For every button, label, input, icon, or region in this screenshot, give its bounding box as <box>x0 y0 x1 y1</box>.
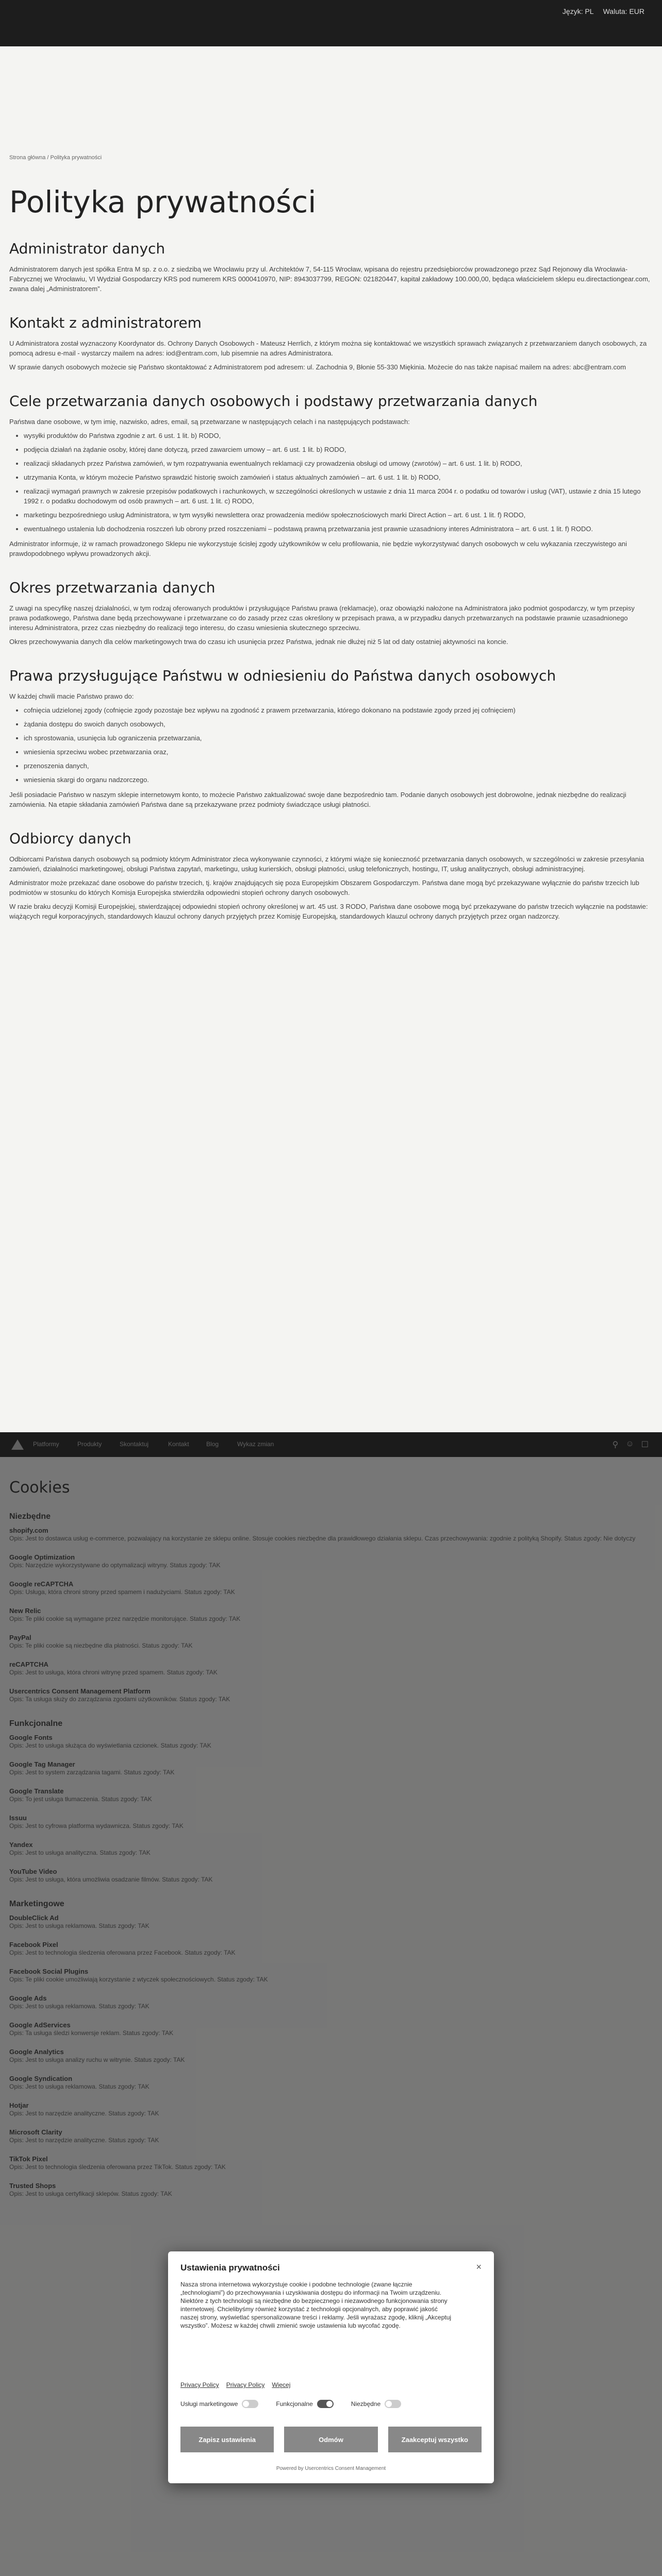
currency-selector[interactable]: Waluta: EUR <box>603 7 644 15</box>
section-title: Okres przetwarzania danych <box>9 579 216 596</box>
list-item: • wniesienia skargi do organu nadzorczego. <box>24 775 653 785</box>
main-content <box>9 155 653 925</box>
section-title: Kontakt z administratorem <box>9 314 202 331</box>
section-title: Administrator danych <box>9 240 166 257</box>
list-item: • podjęcia działań na żądanie osoby, której dane dotyczą, przed zawarciem umowy – art. 6 ust. 1 lit. b) RODO, <box>24 445 653 454</box>
list-item: • wniesienia sprzeciwu wobec przetwarzania oraz, <box>24 747 653 757</box>
powered-by: Powered by Usercentrics Consent Management <box>276 2466 386 2471</box>
section-paragraph: U Administratora został wyznaczony Koordynator ds. Ochrony Danych Osobowych - Mateusz Herrlich, z którym można się kontaktować we wszystkich sprawach związanych z przetwarzaniem danych osobowych, za pomocą adresu e-mail - wystarczy mailem na adres: iod@entram.com, lub pisemnie na adres Administratora. <box>9 340 647 357</box>
section-paragraph: W każdej chwili macie Państwo prawo do: <box>9 692 134 700</box>
accept-all-button[interactable]: Zaakceptuj wszystko <box>388 2427 482 2452</box>
section-paragraph: Okres przechowywania danych dla celów marketingowych trwa do czasu ich usunięcia przez Państwa, jednak nie dłużej niż 5 lat od daty ostatniej aktywności na koncie. <box>9 638 508 646</box>
list-item: • realizacji składanych przez Państwa zamówień, w tym rozpatrywania ewentualnych reklamacji czy prowadzenia obsługi od umowy (zwrotów) – art. 6 ust. 1 lit. b) RODO, <box>24 459 653 468</box>
section-title: Prawa przysługujące Państwu w odniesieniu do Państwa danych osobowych <box>9 667 556 684</box>
toggle-label: Usługi marketingowe <box>180 2400 238 2408</box>
section-paragraph: Jeśli posiadacie Państwo w naszym sklepie internetowym konto, to możecie Państwo zaktualizować swoje dane bezpośrednio tam. Podanie danych osobowych jest dobrowolne, jednak niezbędne do realizacji zamówienia. Na etapie składania zamówień Państwa dane są przekazywane przez podmioty świadczące usługi płatności. <box>9 791 626 808</box>
toggle-switch[interactable] <box>385 2400 401 2408</box>
list-item: • utrzymania Konta, w którym możecie Państwo sprawdzić historię swoich zamówień i status aktualnych zamówień – art. 6 ust. 1 lit. b) RODO, <box>24 472 653 482</box>
toggle-functional <box>276 2400 333 2408</box>
section-paragraph: Administrator informuje, iż w ramach prowadzonego Sklepu nie wykorzystuje ścisłej zgody użytkowników w celu profilowania, nie będzie wykorzystywać danych osobowych w celu wykazania rzeczywistego ani prawdopodobnego wpływu prowadzonych akcji. <box>9 540 627 557</box>
consent-toggles <box>180 2400 401 2408</box>
section-title: Odbiorcy danych <box>9 830 131 847</box>
deny-button[interactable]: Odmów <box>284 2427 377 2452</box>
breadcrumb[interactable]: Strona główna / Polityka prywatności <box>9 155 102 161</box>
save-settings-button[interactable]: Zapisz ustawienia <box>180 2427 274 2452</box>
list-item: • cofnięcia udzielonej zgody (cofnięcie zgody pozostaje bez wpływu na zgodność z prawem przetwarzania, którego dokonano na podstawie zgody przed jej cofnięciem) <box>24 705 653 715</box>
section-title: Cele przetwarzania danych osobowych i podstawy przetwarzania danych <box>9 393 538 410</box>
language-currency-switch <box>562 7 644 15</box>
page-title: Polityka prywatności <box>9 184 317 219</box>
modal-title: Ustawienia prywatności <box>180 2263 280 2273</box>
section-paragraph: W razie braku decyzji Komisji Europejskiej, stwierdzającej odpowiedni stopień ochrony określonej w art. 45 ust. 3 RODO, Państwa dane osobowe mogą być przekazywane do państw trzecich wyłącznie na podstawie: wiążących reguł korporacyjnych, standardowych klauzul ochrony danych przyjętych przez Komisję Europejską, standardowych klauzul ochrony danych przyjętych przez organ nadzorczy. <box>9 903 648 920</box>
list-item: • przenoszenia danych, <box>24 761 653 771</box>
list-item: • ewentualnego ustalenia lub dochodzenia roszczeń lub obrony przed roszczeniami – podstawą prawną przetwarzania jest prawnie uzasadniony interes Administratora – art. 6 ust. 1 lit. f) RODO. <box>24 524 653 534</box>
toggle-label: Niezbędne <box>351 2400 381 2408</box>
section-paragraph: Odbiorcami Państwa danych osobowych są podmioty którym Administrator zleca wykonywanie czynności, z którymi wiąże się konieczność przetwarzania danych osobowych, w szczególności w zakresie przesyłania zamówień, działalności marketingowej, obsługi Państwa zapytań, marketingu, usług kurierskich, obsługi płatności, usług telefonicznych, hostingu, IT, usług analitycznych, obsługi administracyjnej. <box>9 855 644 873</box>
language-selector[interactable]: Język: PL <box>562 7 594 15</box>
toggle-switch[interactable] <box>317 2400 334 2408</box>
modal-buttons <box>180 2427 482 2452</box>
section-paragraph: Administrator może przekazać dane osobowe do państw trzecich, tj. krajów znajdujących się poza Europejskim Obszarem Gospodarczym. Państwa dane mogą być przekazywane wyłącznie do państw trzecich lub podmiotów w stosunku do których Komisja Europejska stwierdziła odpowiedni stopień ochrony danych osobowych. <box>9 879 639 896</box>
toggle-marketing <box>180 2400 258 2408</box>
close-icon[interactable]: × <box>476 2262 482 2272</box>
toggle-switch[interactable] <box>242 2400 258 2408</box>
more-link[interactable]: Więcej <box>272 2381 291 2388</box>
section-list <box>9 431 653 534</box>
section-paragraph: W sprawie danych osobowych możecie się Państwo skontaktować z Administratorem pod adresem: ul. Zachodnia 9, Błonie 55-330 Miękinia. Możecie do nas także napisać mailem na adres: abc@entram.com <box>9 363 626 371</box>
modal-links <box>180 2381 290 2388</box>
section-paragraph: Państwa dane osobowe, w tym imię, nazwisko, adres, email, są przetwarzane w następujących celach i na następujących podstawach: <box>9 418 410 426</box>
list-item: • wysyłki produktów do Państwa zgodnie z art. 6 ust. 1 lit. b) RODO, <box>24 431 653 440</box>
top-bar <box>0 0 662 46</box>
privacy-policy-link[interactable]: Privacy Policy <box>226 2381 265 2388</box>
section-paragraph: Z uwagi na specyfikę naszej działalności, w tym rodzaj oferowanych produktów i przysługujące Państwu prawa (reklamacje), oraz obowiązki nałożone na Administratora jako podmiot gospodarczy, w tym przepisy prawa podatkowego, Państwa dane będą przechowywane i przetwarzane co do zasady przez czas określony w przepisach prawa, a w przypadku danych przetwarzanych na podstawie prawnie uzasadnionego interesu Administratora, przez czas niezbędny do realizacji tego interesu, do czasu wniesienia skutecznego sprzeciwu. <box>9 604 635 632</box>
privacy-policy-link[interactable]: Privacy Policy <box>180 2381 219 2388</box>
list-item: • realizacji wymagań prawnych w zakresie przepisów podatkowych i rachunkowych, w szczególności określonych w ustawie z dnia 11 marca 2004 r. o podatku od towarów i usług (VAT), ustawie z dnia 15 lutego 1992 r. o podatku dochodowym od osób prawnych – art. 6 ust. 1 lit. c) RODO, <box>24 486 653 506</box>
policy-sections <box>9 240 653 921</box>
modal-text: Nasza strona internetowa wykorzystuje cookie i podobne technologie (zwane łącznie „technologiami”) do przechowywania i uzyskiwania dostępu do informacji na Twoim urządzeniu. Niektóre z tych technologii są niezbędne do bezpiecznego i niezawodnego funkcjonowania strony internetowej. Chcielibyśmy również korzystać z technologii opcjonalnych, aby poprawić jakość naszej strony, wyświetlać spersonalizowane treści i reklamy. Jeśli wyrażasz zgodę, kliknij „Akceptuj wszystko”. Możesz w każdej chwili zmienić swoje ustawienia lub wycofać zgodę. <box>180 2281 452 2329</box>
toggle-essential <box>351 2400 401 2408</box>
toggle-label: Funkcjonalne <box>276 2400 313 2408</box>
list-item: • ich sprostowania, usunięcia lub ograniczenia przetwarzania, <box>24 733 653 743</box>
list-item: • marketingu bezpośredniego usług Administratora, w tym wysyłki newslettera oraz prowadzenia mediów społecznościowych marki Direct Action – art. 6 ust. 1 lit. f) RODO, <box>24 510 653 520</box>
list-item: • żądania dostępu do swoich danych osobowych, <box>24 719 653 729</box>
privacy-settings-modal <box>168 2251 494 2483</box>
section-list <box>9 705 653 785</box>
section-paragraph: Administratorem danych jest spółka Entra M sp. z o.o. z siedzibą we Wrocławiu przy ul. Architektów 7, 54-115 Wrocław, wpisana do rejestru przedsiębiorców prowadzonego przez Sąd Rejonowy dla Wrocławia-Fabrycznej we Wrocławiu, VI Wydział Gospodarczy KRS pod numerem KRS 0000410970, NIP: 8943037799, REGON: 021820447, kapitał zakładowy 100.000,00, będąca właścicielem sklepu eu.directactiongear.com, zwana dalej „Administratorem”. <box>9 265 650 293</box>
